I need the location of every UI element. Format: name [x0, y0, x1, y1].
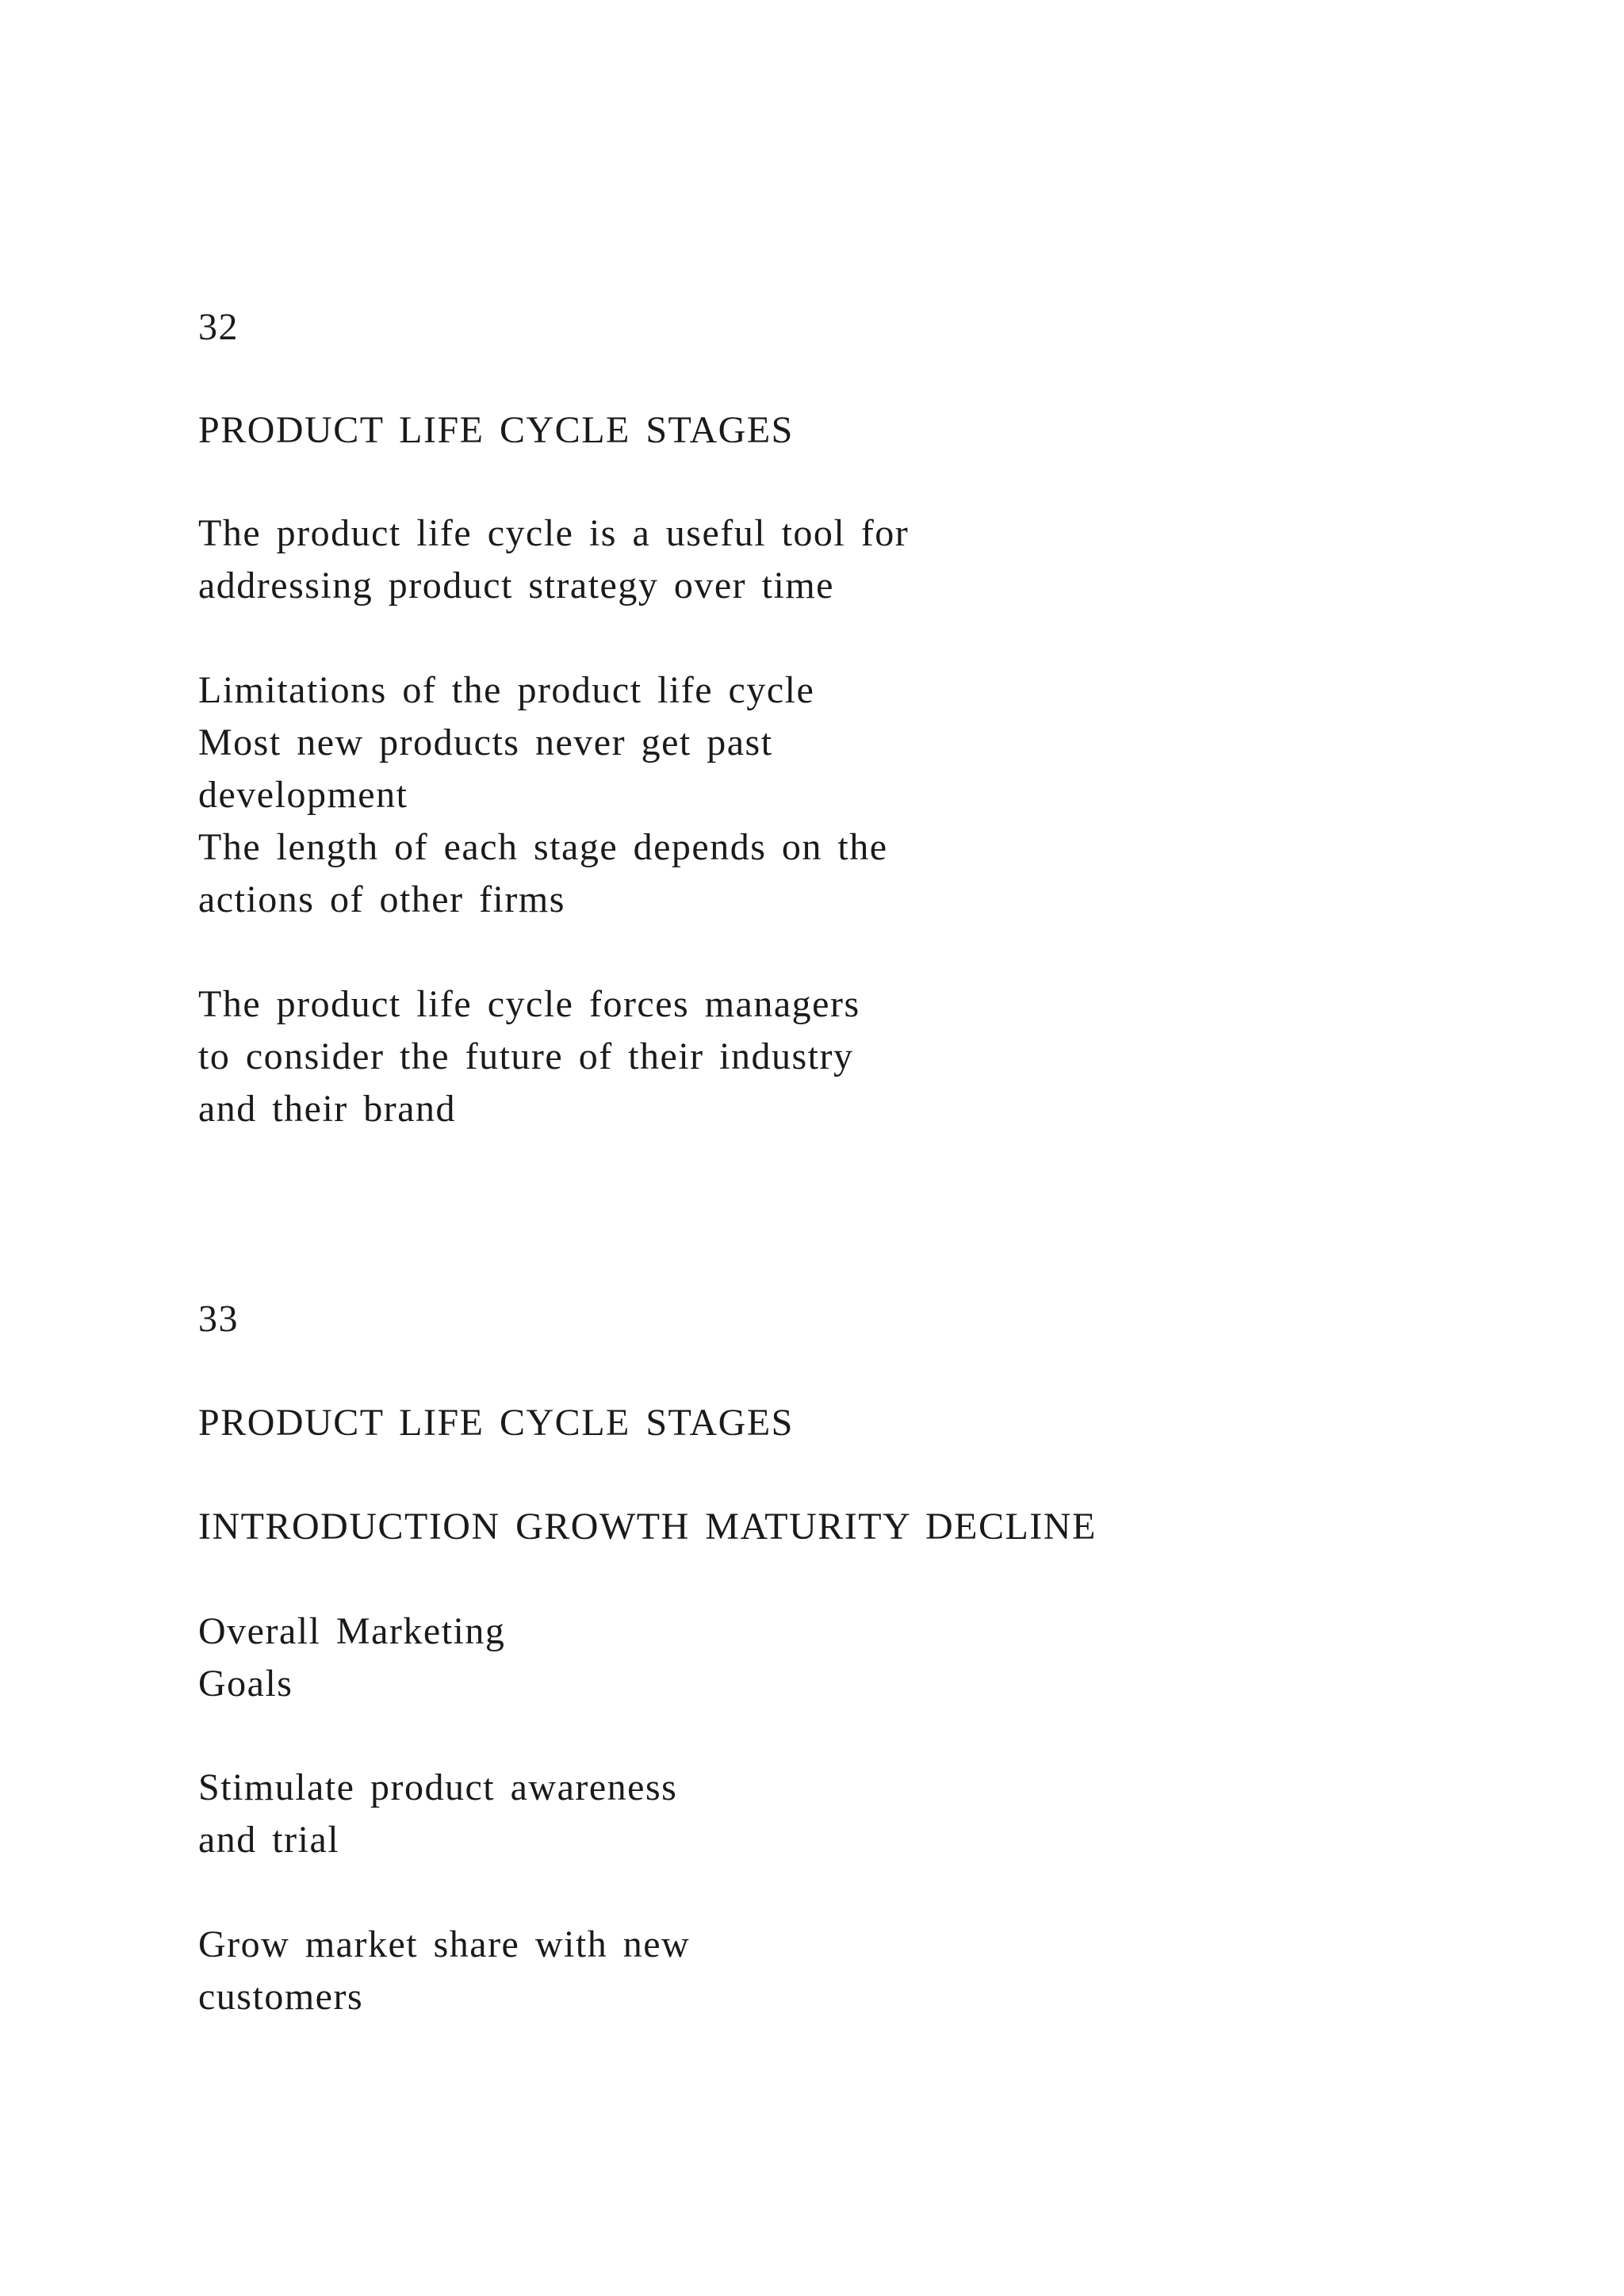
text-line: development — [198, 774, 408, 816]
text-line: addressing product strategy over time — [198, 564, 834, 607]
text-line: Overall Marketing — [198, 1610, 506, 1652]
text-line: customers — [198, 1976, 364, 2018]
text-line: The length of each stage depends on the — [198, 826, 888, 868]
text-line: actions of other firms — [198, 878, 565, 920]
text-line: The product life cycle is a useful tool for — [198, 512, 910, 554]
text-line: Most new products never get past — [198, 721, 773, 763]
text-line: and their brand — [198, 1088, 457, 1130]
text-line: Goals — [198, 1663, 293, 1705]
text-line: The product life cycle forces managers — [198, 983, 860, 1025]
stages-line: INTRODUCTION GROWTH MATURITY DECLINE — [198, 1506, 1097, 1548]
slide-title: PRODUCT LIFE CYCLE STAGES — [198, 1402, 794, 1444]
slide-number: 32 — [198, 306, 239, 348]
slide-title: PRODUCT LIFE CYCLE STAGES — [198, 409, 794, 451]
text-line: Limitations of the product life cycle — [198, 669, 815, 711]
slide-number: 33 — [198, 1298, 239, 1340]
text-line: Grow market share with new — [198, 1923, 691, 1965]
text-line: to consider the future of their industry — [198, 1035, 854, 1077]
text-line: and trial — [198, 1819, 340, 1861]
text-line: Stimulate product awareness — [198, 1766, 678, 1808]
